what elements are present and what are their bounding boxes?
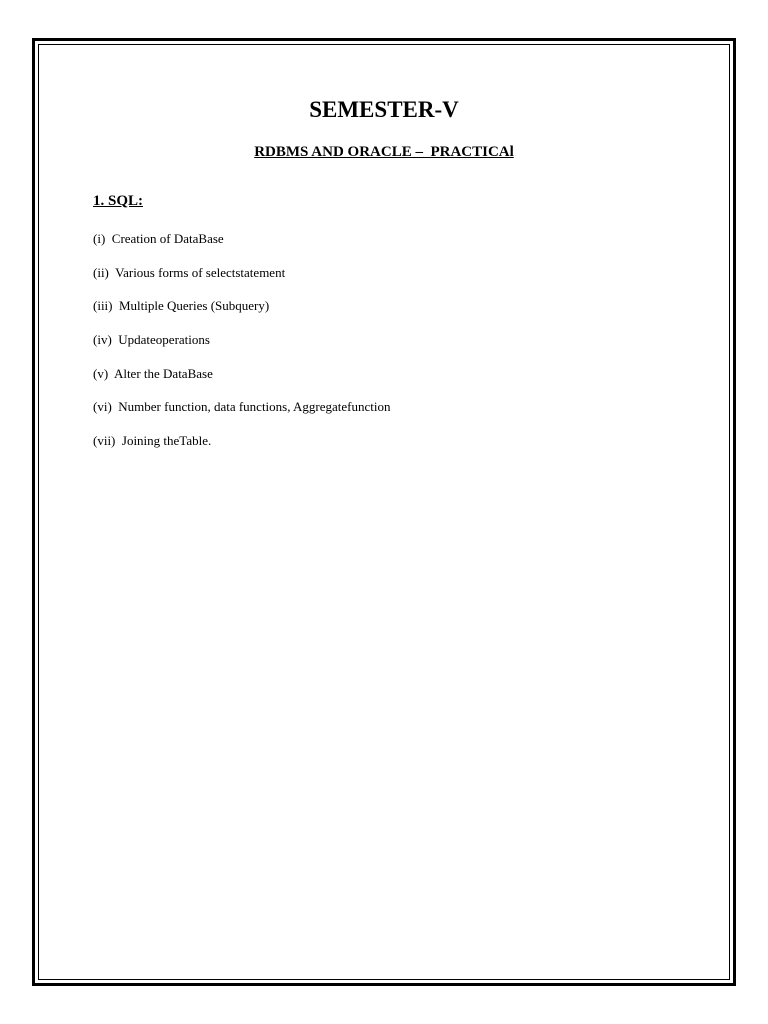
page-content	[38, 44, 730, 980]
list-item: (vii) Joining theTable.	[93, 433, 212, 449]
list-item: (v) Alter the DataBase	[93, 365, 213, 381]
page-title: SEMESTER-V	[309, 97, 459, 122]
list-item: (vi) Number function, data functions, Aggregatefunction	[93, 399, 391, 415]
section-heading-sql: 1. SQL:	[93, 193, 144, 209]
list-item: (i) Creation of DataBase	[93, 231, 224, 246]
practical-list	[93, 230, 390, 466]
list-item: (ii) Various forms of selectstatement	[93, 264, 286, 280]
list-item: (iii) Multiple Queries (Subquery)	[93, 298, 270, 314]
page-subtitle: RDBMS AND ORACLE – PRACTICAl	[254, 144, 514, 160]
list-item: (iv) Updateoperations	[93, 332, 210, 348]
